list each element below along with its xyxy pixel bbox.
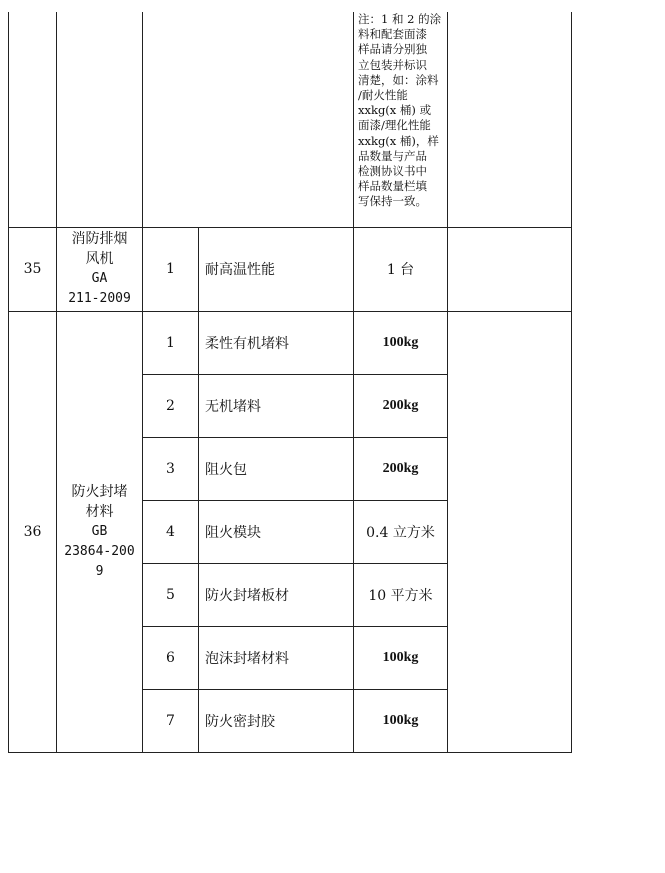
item-number: 6 [143,626,199,689]
item-name: 泡沫封堵材料 [199,626,354,689]
item-name: 无机堵料 [199,374,354,437]
sample-table [8,12,572,753]
row-number: 36 [9,311,57,752]
cell [448,12,572,227]
item-name: 耐高温性能 [199,227,354,311]
remark-cell [448,311,572,752]
item-qty: 100kg [354,311,448,374]
cell [9,12,57,227]
item-number: 2 [143,374,199,437]
item-qty: 100kg [354,689,448,752]
item-number: 1 [143,227,199,311]
table-row [9,227,572,311]
item-name: 阻火模块 [199,500,354,563]
item-number: 5 [143,563,199,626]
category-name: 防火封堵 材料 [71,483,128,520]
item-number: 3 [143,437,199,500]
remark-cell [448,227,572,311]
item-name: 阻火包 [199,437,354,500]
category-cell [57,311,143,752]
item-qty: 10 平方米 [354,563,448,626]
item-qty: 1 台 [354,227,448,311]
item-number: 4 [143,500,199,563]
item-name: 柔性有机堵料 [199,311,354,374]
note-cell [354,12,448,227]
item-qty: 100kg [354,626,448,689]
item-qty: 200kg [354,437,448,500]
note-text: 注：1 和 2 的涂 料和配套面漆 样品请分别独 立包装并标识 清楚，如：涂料 /耐火性能 xxkg(x 桶) 或 面漆/理化性能 xxkg(x 桶)，样 品数量与产品 检测协议书中 样品数量栏填 写保持一致。 [358,12,442,209]
table-row [9,12,572,227]
item-qty: 200kg [354,374,448,437]
category-name: 消防排烟 风机 [71,231,128,267]
item-name: 防火密封胶 [199,689,354,752]
category-code: GB 23864-200 9 [64,523,135,579]
item-qty: 0.4 立方米 [354,500,448,563]
category-code: GA 211-2009 [68,271,131,306]
category-cell [57,227,143,311]
row-number: 35 [9,227,57,311]
cell [143,12,354,227]
table-row [9,311,572,374]
cell [57,12,143,227]
item-number: 7 [143,689,199,752]
item-number: 1 [143,311,199,374]
item-name: 防火封堵板材 [199,563,354,626]
